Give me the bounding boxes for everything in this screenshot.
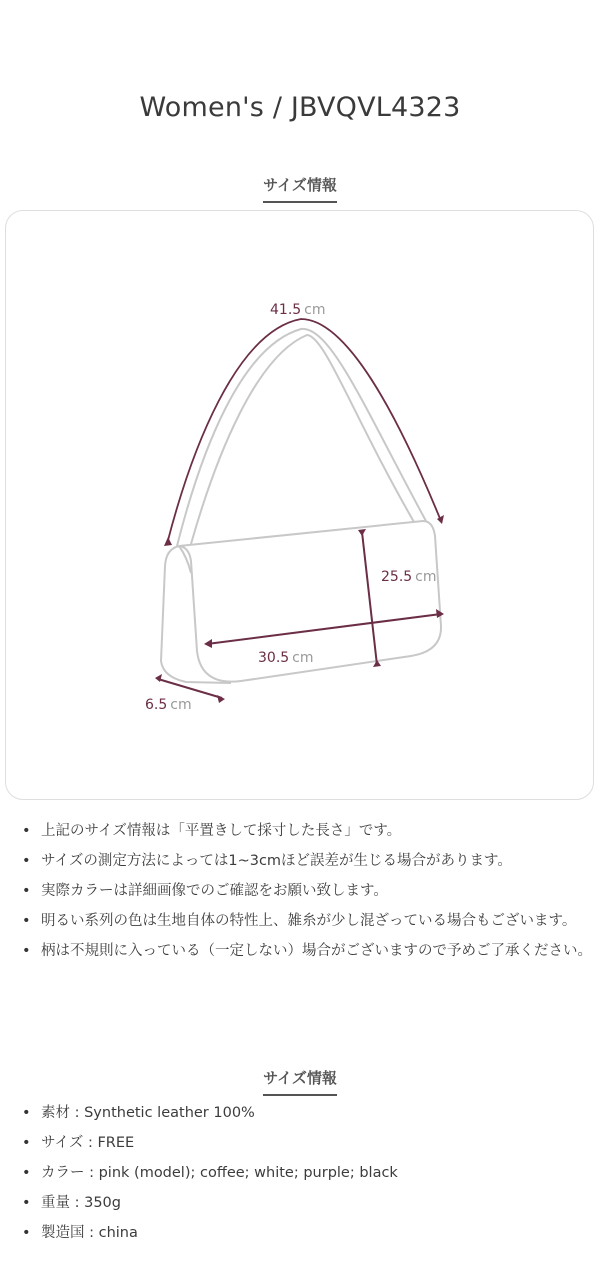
note-item: • 上記のサイズ情報は「平置きして採寸した長さ」です。	[22, 816, 592, 846]
strap-value: 41.5	[270, 302, 302, 318]
bag-body-side-seam	[179, 546, 191, 573]
width-arrow-left	[204, 639, 212, 648]
strap-arrow-left	[164, 537, 172, 546]
spec-origin: • 製造国 : china	[22, 1218, 592, 1248]
spec-weight: • 重量 : 350g	[22, 1188, 592, 1218]
depth-unit: cm	[170, 697, 192, 713]
note-item: • 柄は不規則に入っている（一定しない）場合がございますので予めご了承ください。	[22, 936, 592, 966]
width-unit: cm	[292, 650, 314, 666]
depth-arrow-right	[217, 695, 225, 703]
strap-unit: cm	[304, 302, 326, 318]
note-item: • 実際カラーは詳細画像でのご確認をお願い致します。	[22, 876, 592, 906]
depth-dimension-label	[145, 697, 192, 713]
strap-dimension-line	[167, 319, 441, 544]
height-value: 25.5	[381, 569, 413, 585]
bag-strap-outer	[177, 329, 426, 546]
spec-heading-text: サイズ情報	[263, 1067, 337, 1096]
size-notes-list	[22, 816, 592, 966]
note-item: • サイズの測定方法によっては1~3cmほど誤差が生じる場合があります。	[22, 846, 592, 876]
page-title: Women's / JBVQVL4323	[139, 92, 461, 123]
depth-value: 6.5	[145, 697, 168, 713]
strap-arrow-right	[437, 515, 444, 524]
width-dimension-label	[258, 650, 314, 666]
width-dimension-line	[207, 614, 441, 644]
product-spec-list	[22, 1098, 592, 1248]
size-diagram-box	[5, 210, 594, 800]
bag-body-side	[161, 546, 231, 683]
spec-color: • カラー : pink (model); coffee; white; purple; black	[22, 1158, 592, 1188]
size-info-heading-text: サイズ情報	[263, 174, 337, 203]
spec-material: • 素材 : Synthetic leather 100%	[22, 1098, 592, 1128]
width-value: 30.5	[258, 650, 290, 666]
note-item: • 明るい系列の色は生地自体の特性上、雑糸が少し混ざっている場合もございます。	[22, 906, 592, 936]
spec-size: • サイズ : FREE	[22, 1128, 592, 1158]
bag-strap-inner	[191, 335, 414, 544]
height-unit: cm	[415, 569, 437, 585]
spec-heading	[0, 1067, 600, 1096]
height-arrow-top	[358, 529, 366, 536]
height-dimension-label	[381, 569, 437, 585]
height-dimension-line	[362, 532, 377, 665]
strap-dimension-label	[270, 302, 326, 318]
